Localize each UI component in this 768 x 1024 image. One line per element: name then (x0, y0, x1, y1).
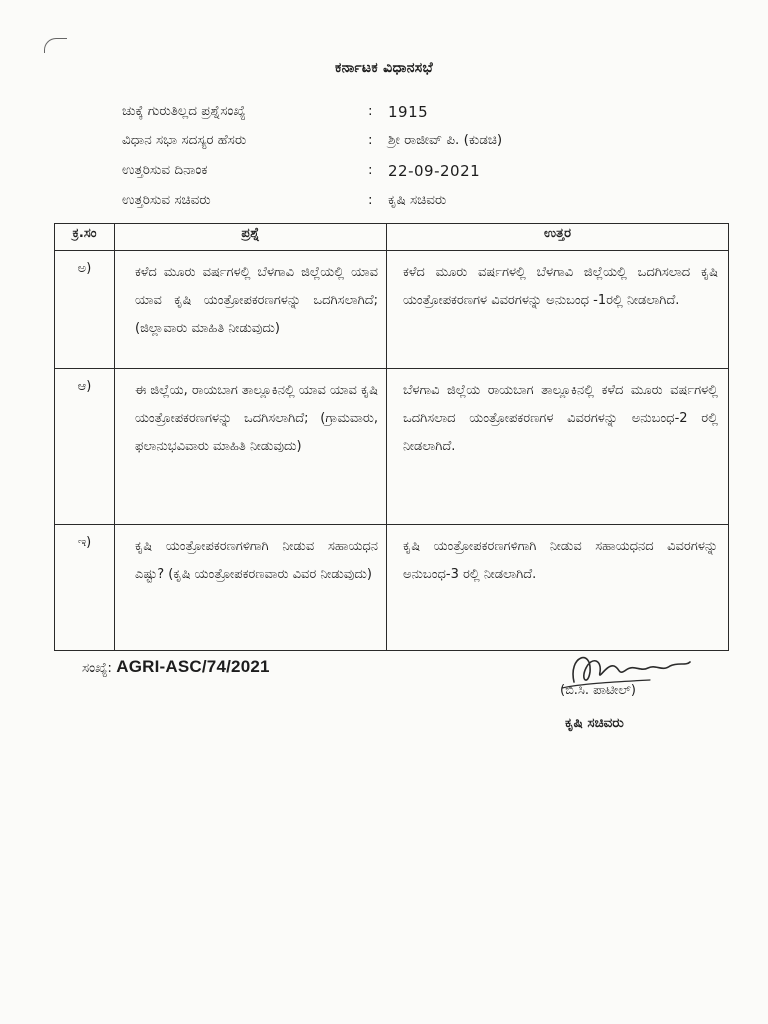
row-question: ಕೃಷಿ ಯಂತ್ರೋಪಕರಣಗಳಿಗಾಗಿ ನೀಡುವ ಸಹಾಯಧನ ಎಷ್ಟು? (ಕೃಷಿ ಯಂತ್ರೋಪಕರಣವಾರು ವಿವರ ನೀಡುವುದು) (115, 525, 387, 651)
row-answer: ಕೃಷಿ ಯಂತ್ರೋಪಕರಣಗಳಿಗಾಗಿ ನೀಡುವ ಸಹಾಯಧನದ ವಿವರಗಳನ್ನು ಅನುಬಂಧ-3 ರಲ್ಲಿ ನೀಡಲಾಗಿದೆ. (387, 525, 729, 651)
meta-colon: : (368, 162, 373, 178)
header-serial: ಕ್ರ.ಸಂ (55, 224, 115, 251)
reference-code: AGRI-ASC/74/2021 (116, 657, 270, 676)
meta-label: ಉತ್ತರಿಸುವ ಸಚಿವರು (122, 192, 211, 208)
meta-label: ವಿಧಾನ ಸಭಾ ಸದಸ್ಯರ ಹೆಸರು (122, 132, 247, 148)
reference-number (82, 657, 270, 677)
row-serial: ಅ) (55, 251, 115, 369)
question-answer-table (54, 223, 729, 651)
signatory-designation: ಕೃಷಿ ಸಚಿವರು (565, 715, 624, 731)
meta-value: 22-09-2021 (388, 162, 481, 180)
meta-label: ಚುಕ್ಕೆ ಗುರುತಿಲ್ಲದ ಪ್ರಶ್ನೆಸಂಖ್ಯೆ (122, 103, 246, 119)
table-row (55, 251, 729, 369)
row-serial: ಇ) (55, 525, 115, 651)
meta-label: ಉತ್ತರಿಸುವ ದಿನಾಂಕ (122, 162, 208, 178)
row-answer: ಕಳೆದ ಮೂರು ವರ್ಷಗಳಲ್ಲಿ ಬೆಳಗಾವಿ ಜಿಲ್ಲೆಯಲ್ಲಿ ಒದಗಿಸಲಾದ ಕೃಷಿ ಯಂತ್ರೋಪಕರಣಗಳ ವಿವರಗಳನ್ನು ಅನುಬಂಧ -1ರಲ್ಲಿ ನೀಡಲಾಗಿದೆ. (387, 251, 729, 369)
table-header-row (55, 224, 729, 251)
meta-colon: : (368, 103, 373, 119)
row-answer: ಬೆಳಗಾವಿ ಜಿಲ್ಲೆಯ ರಾಯಬಾಗ ತಾಲ್ಲೂಕಿನಲ್ಲಿ ಕಳೆದ ಮೂರು ವರ್ಷಗಳಲ್ಲಿ ಒದಗಿಸಲಾದ ಯಂತ್ರೋಪಕರಣಗಳ ವಿವರಗಳನ್ನು ಅನುಬಂಧ-2 ರಲ್ಲಿ ನೀಡಲಾಗಿದೆ. (387, 369, 729, 525)
meta-colon: : (368, 192, 373, 208)
header-question: ಪ್ರಶ್ನೆ (115, 224, 387, 251)
document-title: ಕರ್ನಾಟಕ ವಿಧಾನಸಭೆ (335, 60, 433, 76)
meta-value: ಕೃಷಿ ಸಚಿವರು (388, 192, 447, 208)
meta-value: 1915 (388, 103, 429, 121)
signatory-name: (ಬಿ.ಸಿ. ಪಾಟೀಲ್) (560, 683, 636, 698)
corner-mark (44, 38, 67, 53)
reference-prefix: ಸಂಖ್ಯೆ: (82, 660, 112, 676)
table-row (55, 369, 729, 525)
table-row (55, 525, 729, 651)
row-question: ಈ ಜಿಲ್ಲೆಯ, ರಾಯಬಾಗ ತಾಲ್ಲೂಕಿನಲ್ಲಿ ಯಾವ ಯಾವ ಕೃಷಿ ಯಂತ್ರೋಪಕರಣಗಳನ್ನು ಒದಗಿಸಲಾಗಿದೆ; (ಗ್ರಾಮವಾರು, ಫಲಾನುಭವಿವಾರು ಮಾಹಿತಿ ನೀಡುವುದು) (115, 369, 387, 525)
row-question: ಕಳೆದ ಮೂರು ವರ್ಷಗಳಲ್ಲಿ ಬೆಳಗಾವಿ ಜಿಲ್ಲೆಯಲ್ಲಿ ಯಾವ ಯಾವ ಕೃಷಿ ಯಂತ್ರೋಪಕರಣಗಳನ್ನು ಒದಗಿಸಲಾಗಿದೆ; (ಜಿಲ್ಲಾವಾರು ಮಾಹಿತಿ ನೀಡುವುದು) (115, 251, 387, 369)
row-serial: ಆ) (55, 369, 115, 525)
meta-colon: : (368, 132, 373, 148)
meta-value: ಶ್ರೀ ರಾಜೀವ್ ಪಿ. (ಕುಡಚಿ) (388, 132, 503, 148)
header-answer: ಉತ್ತರ (387, 224, 729, 251)
